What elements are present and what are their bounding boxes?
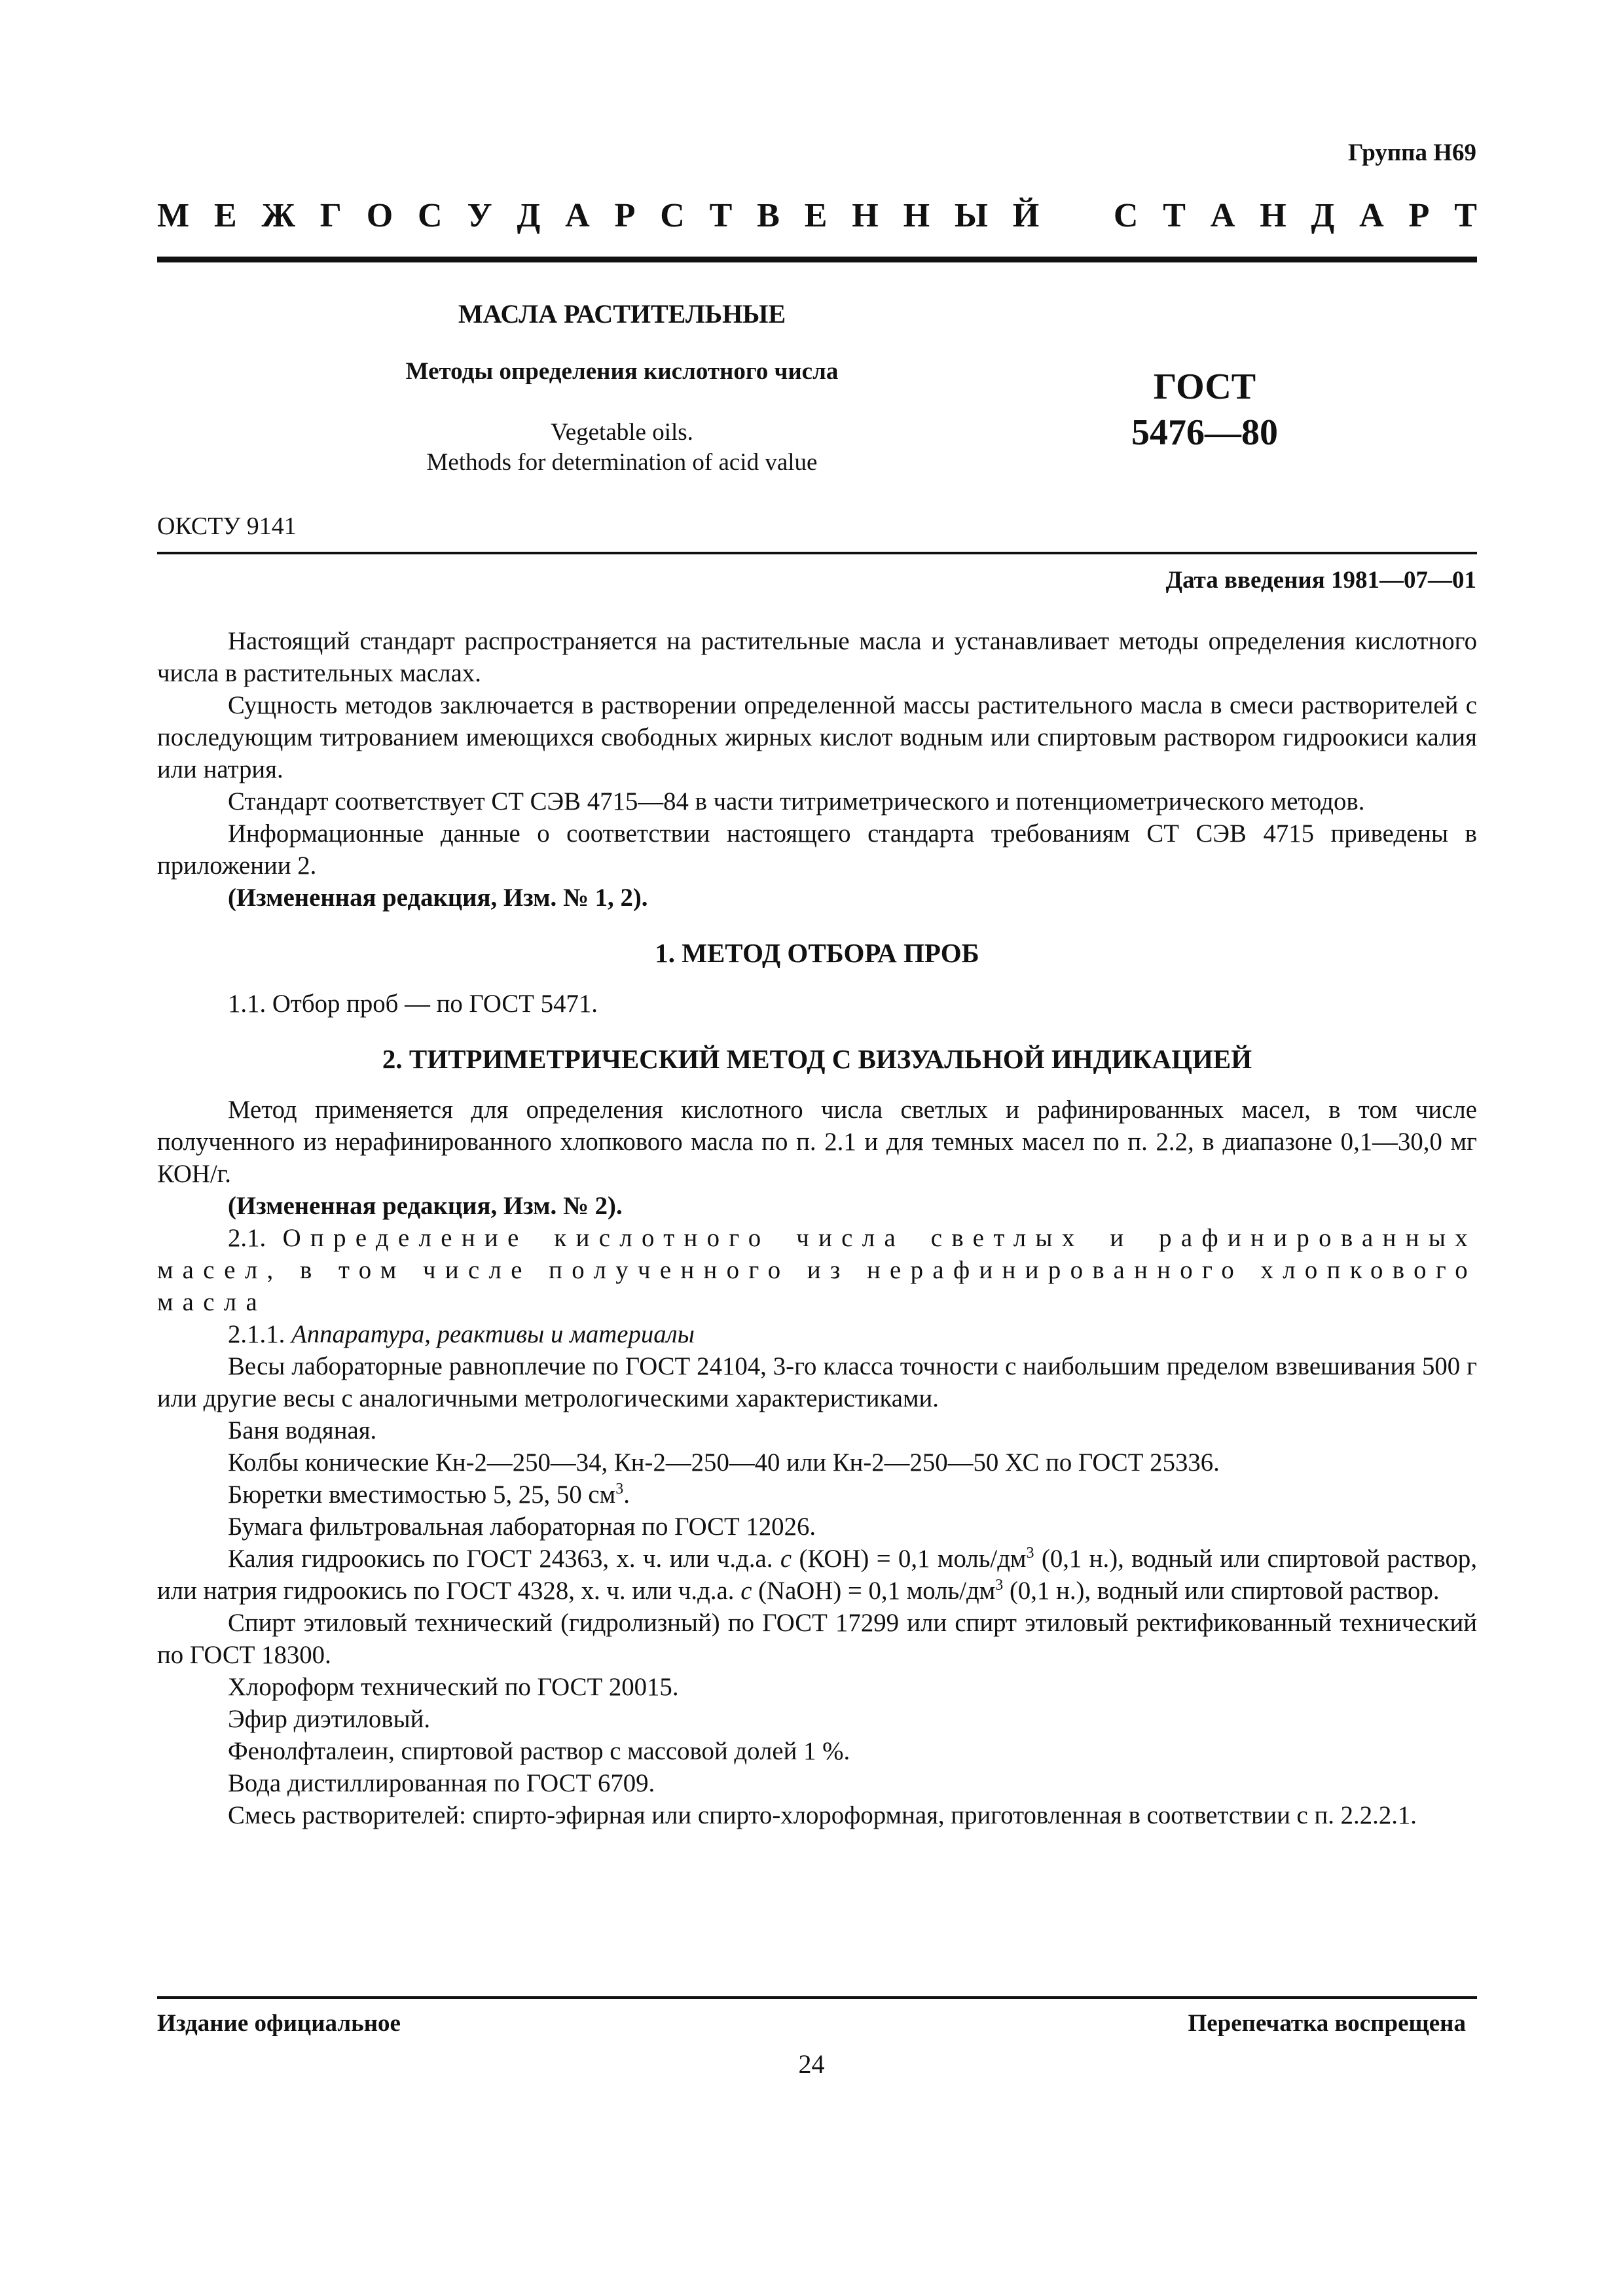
banner-letter: Т [709, 197, 733, 234]
list-item [157, 1543, 1477, 1607]
text-run: Калия гидроокись по ГОСТ 24363, х. ч. или ч.д.а. [228, 1545, 773, 1573]
superscript: 3 [1026, 1545, 1034, 1562]
english-title-line: Vegetable oils. [551, 419, 693, 446]
text-run: с [740, 1577, 752, 1605]
banner-letter: Е [804, 197, 828, 234]
introduction-date: Дата введения 1981—07—01 [1165, 567, 1476, 594]
banner-letter: Т [1454, 197, 1477, 234]
text-run: Бюретки вместимостью 5, 25, 50 см [228, 1480, 616, 1509]
clause-title: Определение кислотного числа светлых и рафинированных масел, в том числе полученного из нерафинированного хлопкового масла [157, 1224, 1477, 1316]
english-title-line: Methods for determination of acid value [426, 449, 818, 476]
english-title [399, 418, 845, 478]
banner-letter: О [366, 197, 393, 234]
list-item: Смесь растворителей: спирто-эфирная или спирто-хлороформная, приготовленная в соответствии с п. 2.2.2.1. [228, 1801, 1417, 1829]
list-item: Колбы конические Кн-2—250—34, Кн-2—250—40 или Кн-2—250—50 ХС по ГОСТ 25336. [228, 1448, 1220, 1477]
paragraph: Стандарт соответствует СТ СЭВ 4715—84 в части титриметрического и потенциометрического методов. [228, 787, 1365, 816]
clause-number: 2.1.1. [228, 1320, 285, 1348]
text-run: (КОН) = 0,1 моль/дм [799, 1545, 1027, 1573]
document-subtitle: Методы определения кислотного числа [405, 358, 839, 385]
amendment-note: (Измененная редакция, Изм. № 1, 2). [228, 884, 648, 912]
section-heading: 2. ТИТРИМЕТРИЧЕСКИЙ МЕТОД С ВИЗУАЛЬНОЙ ИНДИКАЦИЕЙ [382, 1044, 1252, 1074]
okstu-rule [157, 552, 1477, 554]
banner-letter: Т [1163, 197, 1186, 234]
list-item: Эфир диэтиловый. [228, 1705, 431, 1733]
clause-title: Аппаратура, реактивы и материалы [291, 1320, 695, 1348]
banner-letter: В [757, 197, 780, 234]
interstate-standard-banner [157, 196, 1477, 235]
okstu-code: ОКСТУ 9141 [157, 512, 297, 540]
amendment-note: (Измененная редакция, Изм. № 2). [228, 1192, 623, 1220]
official-edition-note: Издание официальное [157, 2010, 401, 2037]
paragraph: Настоящий стандарт распространяется на растительные масла и устанавливает методы определения кислотного числа в растительных маслах. [157, 627, 1477, 687]
gost-number: 5476—80 [1131, 412, 1278, 453]
list-item: Вода дистиллированная по ГОСТ 6709. [228, 1769, 655, 1797]
banner-letter: Р [614, 197, 636, 234]
document-body [157, 625, 1477, 1831]
reprint-prohibited-note: Перепечатка воспрещена [1188, 2010, 1466, 2037]
header-rule [157, 257, 1477, 262]
banner-letter: Й [1012, 197, 1040, 234]
banner-letter: С [418, 197, 443, 234]
superscript: 3 [615, 1480, 624, 1498]
clause-heading [157, 1318, 1477, 1350]
banner-letter: Н [852, 197, 879, 234]
clause: 1.1. Отбор проб — по ГОСТ 5471. [228, 990, 598, 1018]
banner-letter: С [1113, 197, 1139, 234]
text-run: (0,1 н.), водный или спиртовой раствор. [1009, 1577, 1440, 1605]
paragraph: Информационные данные о соответствии настоящего стандарта требованиям СТ СЭВ 4715 приведены в приложении 2. [157, 819, 1477, 880]
paragraph: Метод применяется для определения кислотного числа светлых и рафинированных масел, в том числе полученного из нерафинированного хлопкового масла по п. 2.1 и для темных масел по п. 2.2, в диапазоне 0,1—30,0 мг КОН/г. [157, 1096, 1477, 1188]
banner-letter: Р [1408, 197, 1430, 234]
list-item: Фенолфталеин, спиртовой раствор с массовой долей 1 %. [228, 1737, 850, 1765]
document-title: МАСЛА РАСТИТЕЛЬНЫЕ [458, 299, 786, 329]
list-item [157, 1479, 1477, 1511]
banner-letter: Г [319, 197, 342, 234]
superscript: 3 [995, 1577, 1004, 1594]
banner-letter: Ы [954, 197, 988, 234]
banner-letter: А [1210, 197, 1235, 234]
group-code: Группа Н69 [1348, 139, 1476, 166]
banner-letter: М [157, 197, 190, 234]
text-run: . [623, 1480, 630, 1509]
banner-letter: Е [213, 197, 237, 234]
list-item: Спирт этиловый технический (гидролизный) по ГОСТ 17299 или спирт этиловый ректификованный технический по ГОСТ 18300. [157, 1609, 1477, 1669]
banner-letter: Ж [261, 197, 295, 234]
list-item: Бумага фильтровальная лабораторная по ГОСТ 12026. [228, 1513, 816, 1541]
footer-rule [157, 1996, 1477, 1999]
banner-letter: С [660, 197, 685, 234]
section-heading: 1. МЕТОД ОТБОРА ПРОБ [655, 938, 979, 968]
banner-letter: У [467, 197, 492, 234]
gost-label: ГОСТ [1153, 367, 1256, 407]
text-run: с [780, 1545, 792, 1573]
banner-letter: Д [1311, 197, 1335, 234]
gost-designation [1080, 364, 1329, 456]
list-item: Баня водяная. [228, 1416, 377, 1444]
clause-number: 2.1. [228, 1224, 266, 1252]
text-run: (0,1 н.), водный или спиртовой раствор, или натрия гидроокись по ГОСТ 4328, х. ч. или ч.д.а. [157, 1545, 1478, 1605]
banner-letter: А [565, 197, 590, 234]
clause-heading [157, 1222, 1477, 1318]
paragraph: Сущность методов заключается в растворении определенной массы растительного масла в смеси растворителей с последующим титрованием имеющихся свободных жирных кислот водным или спиртовым раствором гидроокиси калия или натрия. [157, 691, 1477, 783]
text-run: (NaOH) = 0,1 моль/дм [758, 1577, 996, 1605]
banner-letter: Д [517, 197, 541, 234]
banner-letter: А [1359, 197, 1384, 234]
list-item: Весы лабораторные равноплечие по ГОСТ 24104, 3-го класса точности с наибольшим пределом взвешивания 500 г или другие весы с аналогичными метрологическими характеристиками. [157, 1352, 1477, 1412]
list-item: Хлороформ технический по ГОСТ 20015. [228, 1673, 679, 1701]
banner-letter: Н [903, 197, 930, 234]
banner-letter: Н [1260, 197, 1286, 234]
page-number: 24 [798, 2049, 825, 2079]
